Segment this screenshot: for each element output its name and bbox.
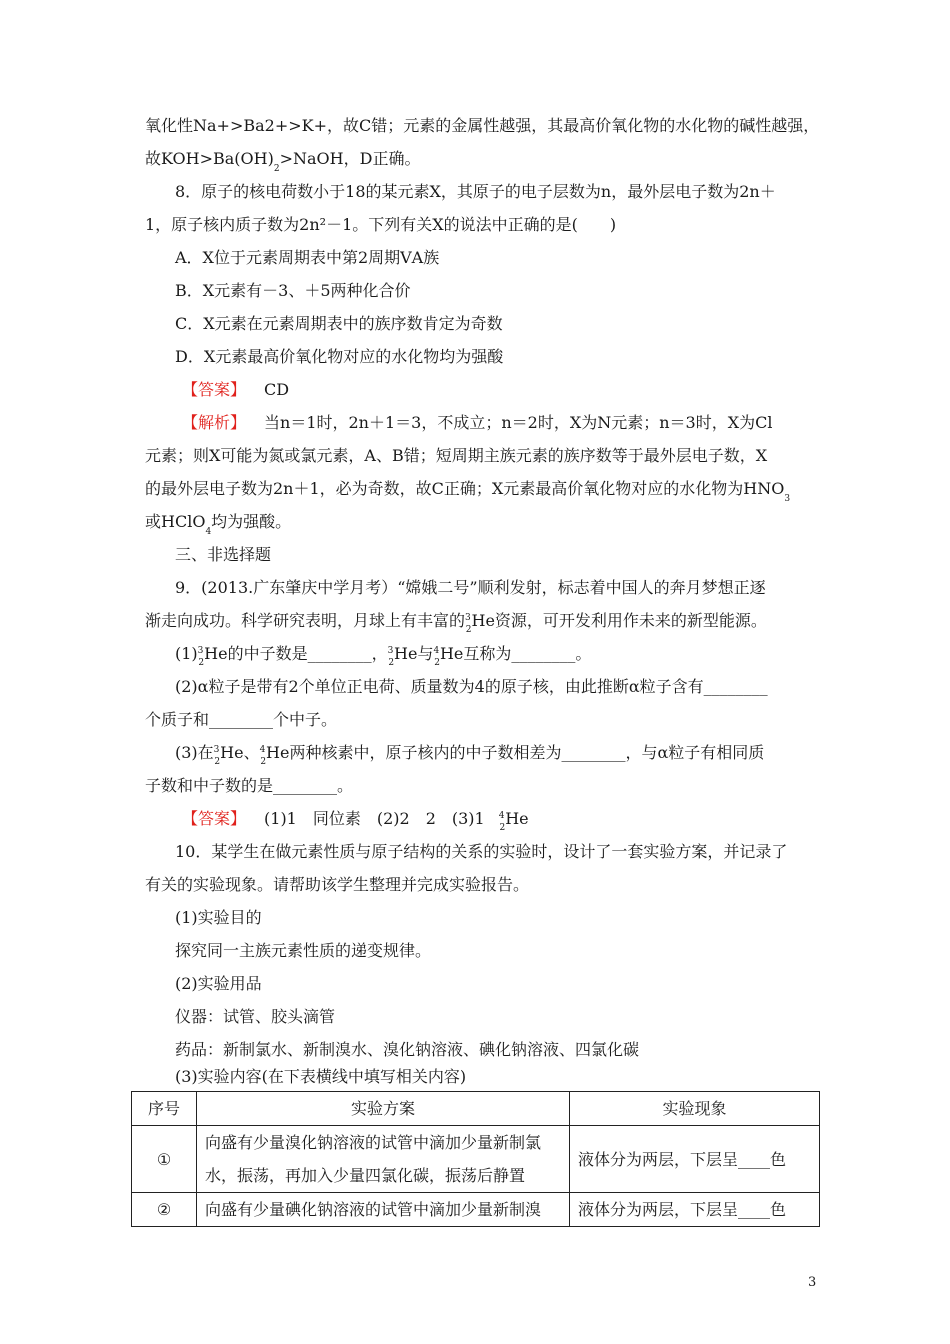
text: 故KOH>Ba(OH) (145, 149, 274, 168)
isotope-he4 (433, 646, 440, 668)
section-heading: 三、非选择题 (175, 545, 272, 564)
text: He的中子数是________， (204, 644, 388, 663)
text: 均为强酸。 (211, 512, 292, 531)
q9-sub-3 (175, 742, 764, 767)
subscript: 3 (784, 494, 791, 504)
row-observation: 液体分为两层，下层呈____色 (570, 1126, 820, 1193)
q10-stem-2: 有关的实验现象。请帮助该学生整理并完成实验报告。 (145, 875, 530, 894)
text: He互称为________。 (439, 644, 592, 663)
mass-number: 3 (465, 613, 471, 623)
q8-analysis-4 (145, 511, 291, 536)
q10-instruments: 仪器：试管、胶头滴管 (175, 1007, 336, 1026)
text: He资源，可开发利用作未来的新型能源。 (471, 611, 767, 630)
mass-number: 4 (433, 646, 440, 656)
row-plan (197, 1126, 570, 1193)
q10-step-3: (3)实验内容(在下表横线中填写相关内容) (175, 1067, 467, 1086)
q10-stem-1: 10．某学生在做元素性质与原子结构的关系的实验时，设计了一套实验方案，并记录了 (175, 842, 788, 861)
q9-sub-1 (175, 643, 591, 668)
answer-value: (1)1 同位素 (2)2 2 (3)1 (264, 809, 485, 828)
mass-number: 4 (259, 745, 266, 755)
text: 渐走向成功。科学研究表明，月球上有丰富的 (145, 611, 466, 630)
page-number: 3 (808, 1275, 817, 1290)
mass-number: 4 (498, 811, 505, 821)
q8-analysis-3 (145, 478, 790, 503)
q10-step-1-content: 探究同一主族元素性质的递变规律。 (175, 941, 432, 960)
mass-number: 3 (197, 646, 204, 656)
row-no: ② (132, 1193, 197, 1227)
q10-step-1: (1)实验目的 (175, 908, 262, 927)
row-no: ① (132, 1126, 197, 1193)
q9-sub-2: (2)α粒子是带有2个单位正电荷、质量数为4的原子核，由此推断α粒子含有________ (175, 677, 768, 696)
q8-analysis-2: 元素；则X可能为氮或氯元素，A、B错；短周期主族元素的族序数等于最外层电子数，X (145, 446, 768, 465)
experiment-table (131, 1091, 820, 1227)
q8-option-d: D．X元素最高价氧化物对应的水化物均为强酸 (175, 347, 504, 366)
analysis-tag: 【解析】 (182, 413, 247, 432)
q8-answer (182, 379, 289, 401)
q9-answer (182, 808, 529, 833)
q8-option-c: C．X元素在元素周期表中的族序数肯定为奇数 (175, 314, 503, 333)
text: 的最外层电子数为2n＋1，必为奇数，故C正确；X元素最高价氧化物对应的水化物为HNO (145, 479, 785, 498)
table-row (132, 1193, 820, 1227)
text: He (505, 809, 529, 828)
atomic-number: 2 (388, 658, 395, 668)
text: >NaOH，D正确。 (279, 149, 421, 168)
table-row (132, 1126, 820, 1193)
q9-stem-2 (145, 610, 767, 635)
header-observation: 实验现象 (570, 1092, 820, 1126)
header-no: 序号 (132, 1092, 197, 1126)
text: He两种核素中，原子核内的中子数相差为________，与α粒子有相同质 (266, 743, 765, 762)
text: He与 (394, 644, 434, 663)
isotope-he4 (498, 811, 506, 833)
text: He、 (220, 743, 260, 762)
plan-line: 向盛有少量溴化钠溶液的试管中滴加少量新制氯 (205, 1133, 542, 1152)
q9-stem-1: 9．(2013.广东肇庆中学月考）“嫦娥二号”顺利发射，标志着中国人的奔月梦想正逐 (175, 578, 766, 597)
mass-number: 3 (387, 646, 394, 656)
isotope-he3 (197, 646, 205, 668)
q8-option-a: A．X位于元素周期表中第2周期ⅤA族 (175, 248, 440, 267)
q8-stem-1: 8．原子的核电荷数小于18的某元素X，其原子的电子层数为n，最外层电子数为2n＋ (175, 182, 776, 201)
intro-line-2 (145, 148, 420, 173)
subscript: 4 (205, 527, 212, 537)
isotope-he3 (387, 646, 395, 668)
plan-line: 水，振荡，再加入少量四氯化碳，振荡后静置 (205, 1166, 526, 1185)
row-plan (197, 1193, 570, 1227)
atomic-number: 2 (434, 658, 440, 668)
atomic-number: 2 (465, 625, 472, 635)
q8-stem-2: 1，原子核内质子数为2n²－1。下列有关X的说法中正确的是( ) (145, 215, 617, 234)
header-plan: 实验方案 (197, 1092, 570, 1126)
text: 当n＝1时，2n＋1＝3，不成立；n＝2时，X为N元素；n＝3时，X为Cl (264, 413, 773, 432)
subscript: 2 (273, 164, 280, 174)
q10-step-2: (2)实验用品 (175, 974, 262, 993)
text: (1) (175, 644, 198, 663)
q10-reagents: 药品：新制氯水、新制溴水、溴化钠溶液、碘化钠溶液、四氯化碳 (175, 1040, 640, 1059)
plan-line: 向盛有少量碘化钠溶液的试管中滴加少量新制溴 (205, 1200, 542, 1219)
atomic-number: 2 (260, 757, 267, 767)
atomic-number: 2 (499, 823, 506, 833)
atomic-number: 2 (198, 658, 205, 668)
text: (3)在 (175, 743, 214, 762)
text: 或HClO (145, 512, 206, 531)
isotope-he3 (465, 613, 472, 635)
answer-tag: 【答案】 (182, 380, 247, 399)
answer-value: CD (264, 380, 290, 399)
q9-sub-3-cont: 子数和中子数的是________。 (145, 776, 354, 795)
mass-number: 3 (213, 745, 220, 755)
isotope-he3 (213, 745, 221, 767)
q9-sub-2-cont: 个质子和________个中子。 (145, 710, 338, 729)
intro-line-1: 氧化性Na+>Ba2+>K+，故C错；元素的金属性越强，其最高价氧化物的水化物的碱性越强， (145, 116, 820, 135)
q8-analysis-1 (182, 412, 772, 434)
row-observation: 液体分为两层，下层呈____色 (570, 1193, 820, 1227)
answer-tag: 【答案】 (182, 809, 247, 828)
isotope-he4 (259, 745, 267, 767)
atomic-number: 2 (214, 757, 221, 767)
table-header-row (132, 1092, 820, 1126)
q8-option-b: B．X元素有－3、＋5两种化合价 (175, 281, 411, 300)
